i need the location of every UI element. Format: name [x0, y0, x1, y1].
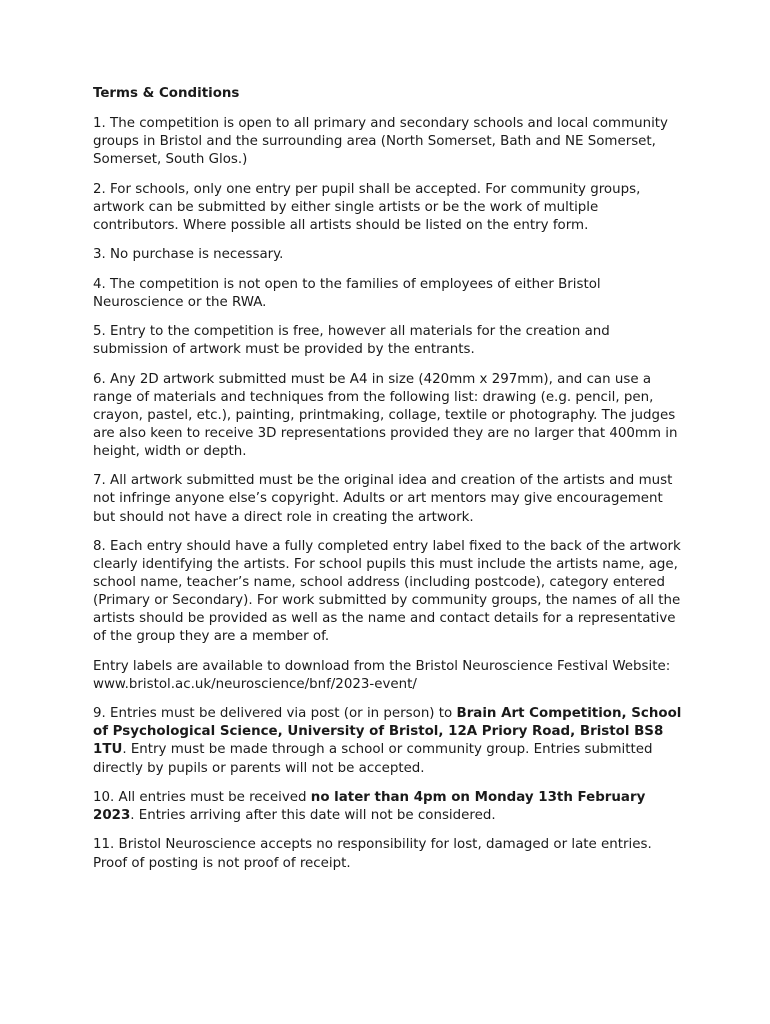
term-5: 5. Entry to the competition is free, however all materials for the creation and submission of artwork must be provided by the entrants. [93, 324, 610, 358]
term-1: 1. The competition is open to all primary and secondary schools and local community groups in Bristol and the surrounding area (North Somerset, Bath and NE Somerset, Somerset, South Glos.) [93, 116, 668, 168]
term-9-tail: . Entry must be made through a school or community group. Entries submitted directly by pupils or parents will not be accepted. [93, 742, 653, 776]
term-9-lead: 9. Entries must be delivered via post (or in person) to [93, 706, 457, 722]
delivery-address: Brain Art Competition, School of Psychological Science, University of Bristol, 12A Priory Road, Bristol BS8 1TU [93, 706, 682, 758]
term-11: 11. Bristol Neuroscience accepts no responsibility for lost, damaged or late entries. Proof of posting is not proof of receipt. [93, 837, 652, 871]
term-10-lead: 10. All entries must be received [93, 789, 311, 805]
term-3: 3. No purchase is necessary. [93, 247, 284, 263]
term-6: 6. Any 2D artwork submitted must be A4 in size (420mm x 297mm), and can use a range of materials and techniques from the following list: drawing (e.g. pencil, pen, crayon, pastel, etc.), painting, printmaking, collage, textile or photography. The judges are also keen to receive 3D representations provided they are no larger that 400mm in height, width or depth. [93, 371, 678, 459]
term-7: 7. All artwork submitted must be the original idea and creation of the artists and must not infringe anyone else’s copyright. Adults or art mentors may give encouragement but should not have a direct role in creating the artwork. [93, 473, 673, 525]
term-10 [93, 789, 683, 825]
document-page [93, 85, 683, 884]
term-8: 8. Each entry should have a fully completed entry label fixed to the back of the artwork clearly identifying the artists. For school pupils this must include the artists name, age, school name, teacher’s name, school address (including postcode), category entered (Primary or Secondary). For work submitted by community groups, the names of all the artists should be provided as well as the name and contact details for a representative of the group they are a member of. [93, 538, 681, 645]
document-title: Terms & Conditions [93, 86, 240, 101]
term-4: 4. The competition is not open to the families of employees of either Bristol Neuroscience or the RWA. [93, 276, 601, 310]
term-2: 2. For schools, only one entry per pupil shall be accepted. For community groups, artwork can be submitted by either single artists or be the work of multiple contributors. Where possible all artists should be listed on the entry form. [93, 181, 641, 233]
entry-labels-note: Entry labels are available to download from the Bristol Neuroscience Festival Website: www.bristol.ac.uk/neuroscience/bnf/2023-event/ [93, 658, 671, 692]
term-9 [93, 705, 683, 777]
term-10-tail: . Entries arriving after this date will not be considered. [130, 808, 496, 824]
deadline: no later than 4pm on Monday 13th February 2023 [93, 789, 646, 824]
